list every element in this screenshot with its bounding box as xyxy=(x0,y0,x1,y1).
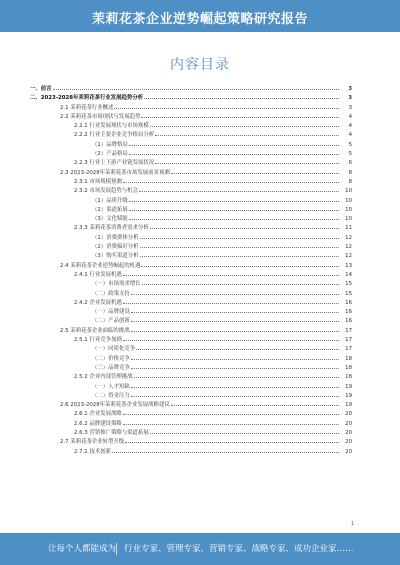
toc-page-number: 11 xyxy=(345,225,352,232)
toc-page-number: 15 xyxy=(345,281,352,288)
toc-leader-dots xyxy=(131,326,339,332)
toc-entry[interactable] xyxy=(30,316,352,325)
toc-entry-text: 2.2.3 行业上下游产业链发展状况 xyxy=(74,160,155,167)
toc-entry-text: 2.6 2023-2028年茉莉花茶企业发展战略建议 xyxy=(60,402,170,409)
toc-leader-dots xyxy=(131,391,339,397)
toc-entry[interactable] xyxy=(30,354,352,363)
toc-page-number: 17 xyxy=(345,327,352,334)
toc-leader-dots xyxy=(123,409,339,415)
toc-leader-dots xyxy=(144,93,339,99)
toc-page-number: 3 xyxy=(348,95,352,102)
toc-leader-dots xyxy=(150,121,339,127)
toc-entry[interactable] xyxy=(30,428,352,437)
toc-entry-text: （一）品牌建设 xyxy=(92,309,130,316)
toc-entry-text: 2.5 茉莉花茶企业面临的挑战 xyxy=(60,327,130,334)
toc-entry-text: 2.6.2 品牌建设策略 xyxy=(74,420,122,427)
toc-page-number: 4 xyxy=(348,132,352,139)
toc-entry[interactable] xyxy=(30,130,352,139)
toc-entry-text: 2.2.2 行业主要企业竞争格局分析 xyxy=(74,132,155,139)
toc-entry[interactable] xyxy=(30,289,352,298)
toc-entry-text: 2.1 茉莉花茶行业概述 xyxy=(60,104,114,111)
toc-entry[interactable] xyxy=(30,419,352,428)
toc-page-number: 8 xyxy=(348,169,352,176)
toc-entry-text: （2）消费偏好分析 xyxy=(92,244,139,251)
toc-page-number: 16 xyxy=(345,309,352,316)
toc-leader-dots xyxy=(140,242,339,248)
toc-entry-text: 2.5.1 行业竞争加剧 xyxy=(74,337,122,344)
toc-page-number: 5 xyxy=(348,151,352,158)
toc-leader-dots xyxy=(134,372,339,378)
toc-leader-dots xyxy=(123,270,339,276)
toc-page-number: 4 xyxy=(348,123,352,130)
toc-entry[interactable] xyxy=(30,335,352,344)
toc-page-number: 10 xyxy=(345,206,352,213)
toc-leader-dots xyxy=(171,168,339,174)
toc-entry[interactable] xyxy=(30,307,352,316)
toc-page-number: 12 xyxy=(345,244,352,251)
toc-entry-text: （3）文化赋能 xyxy=(92,216,128,223)
toc-leader-dots xyxy=(141,112,339,118)
toc-entry[interactable] xyxy=(30,84,352,93)
toc-page-number: 15 xyxy=(345,290,352,297)
toc-entry[interactable] xyxy=(30,298,352,307)
toc-entry-text: 2.5.2 企业内部管理挑战 xyxy=(74,374,133,381)
toc-entry[interactable] xyxy=(30,168,352,177)
table-of-contents xyxy=(30,84,352,456)
toc-leader-dots xyxy=(53,84,339,90)
toc-page-number: 16 xyxy=(345,318,352,325)
toc-entry[interactable] xyxy=(30,186,352,195)
toc-leader-dots xyxy=(131,363,339,369)
toc-entry-text: 二、2023-2028年茉莉花茶行业发展趋势分析 xyxy=(30,95,144,102)
toc-page-number: 18 xyxy=(345,364,352,371)
toc-leader-dots xyxy=(123,419,339,425)
toc-entry[interactable] xyxy=(30,196,352,205)
toc-entry[interactable] xyxy=(30,149,352,158)
toc-leader-dots xyxy=(155,158,339,164)
toc-entry-text: （二）产品创新 xyxy=(92,318,130,325)
toc-page-number: 20 xyxy=(345,448,352,455)
toc-leader-dots xyxy=(171,400,339,406)
toc-page-number: 18 xyxy=(345,374,352,381)
toc-entry[interactable] xyxy=(30,409,352,418)
toc-entry[interactable] xyxy=(30,158,352,167)
toc-entry[interactable] xyxy=(30,205,352,214)
toc-page-number: 6 xyxy=(348,160,352,167)
toc-entry-text: 2.2 茉莉花茶市场现状与发展趋势 xyxy=(60,113,141,120)
toc-page-number: 12 xyxy=(345,253,352,260)
toc-page-number: 18 xyxy=(345,355,352,362)
toc-leader-dots xyxy=(140,251,339,257)
toc-entry[interactable] xyxy=(30,242,352,251)
toc-entry-text: （一）同质化竞争 xyxy=(92,346,136,353)
toc-page-number: 14 xyxy=(345,271,352,278)
footer-slogan: 让每个人都能成为 xyxy=(48,544,117,554)
page-footer xyxy=(0,533,400,565)
toc-leader-dots xyxy=(141,261,339,267)
toc-leader-dots xyxy=(129,205,339,211)
toc-entry-text: 2.3.3 茉莉花茶消费者需求分析 xyxy=(74,225,149,232)
toc-entry[interactable] xyxy=(30,372,352,381)
toc-heading: 内容目录 xyxy=(170,57,230,73)
toc-entry-text: 2.3.2 市场发展趋势与机会 xyxy=(74,188,138,195)
toc-entry[interactable] xyxy=(30,279,352,288)
toc-entry[interactable] xyxy=(30,214,352,223)
toc-entry-text: 2.4.2 企业发展机遇 xyxy=(74,299,122,306)
toc-entry[interactable] xyxy=(30,251,352,260)
toc-entry[interactable] xyxy=(30,382,352,391)
page-header xyxy=(0,0,400,32)
toc-entry-text: 2.3 2023-2028年茉莉花茶市场发展前景预测 xyxy=(60,169,170,176)
toc-leader-dots xyxy=(112,447,339,453)
toc-page-number: 19 xyxy=(345,402,352,409)
toc-entry-text: （1）品牌格局 xyxy=(92,141,128,148)
toc-leader-dots xyxy=(125,437,339,443)
toc-entry[interactable] xyxy=(30,233,352,242)
toc-page-number: 12 xyxy=(345,234,352,241)
toc-entry[interactable] xyxy=(30,223,352,232)
toc-leader-dots xyxy=(139,186,339,192)
toc-page-number: 4 xyxy=(348,113,352,120)
toc-entry-text: （1）消费群体分析 xyxy=(92,234,139,241)
toc-entry-text: 2.6.1 企业发展战略 xyxy=(74,411,122,418)
toc-entry-text: （一）市场需求增长 xyxy=(92,281,141,288)
toc-entry-text: （二）价格竞争 xyxy=(92,355,130,362)
toc-entry-text: 2.4.1 行业发展机遇 xyxy=(74,271,122,278)
toc-page-number: 10 xyxy=(345,188,352,195)
toc-leader-dots xyxy=(129,140,339,146)
toc-entry-text: 2.7.1 技术创新 xyxy=(74,448,111,455)
toc-page-number: 16 xyxy=(345,299,352,306)
toc-entry-text: （一）人才短缺 xyxy=(92,383,130,390)
toc-entry[interactable] xyxy=(30,140,352,149)
toc-entry-text: （1）品质升级 xyxy=(92,197,128,204)
toc-entry[interactable] xyxy=(30,261,352,270)
toc-leader-dots xyxy=(123,298,339,304)
toc-page-number: 20 xyxy=(345,411,352,418)
toc-entry[interactable] xyxy=(30,270,352,279)
footer-experts: 行业专家、管理专家、营销专家、战略专家、成功企业家…… xyxy=(124,544,354,554)
toc-entry-text: （二）政策支持 xyxy=(92,290,130,297)
footer-divider xyxy=(116,543,117,555)
toc-page-number: 3 xyxy=(348,104,352,111)
toc-leader-dots xyxy=(129,149,339,155)
toc-page-number: 10 xyxy=(345,197,352,204)
toc-leader-dots xyxy=(131,354,339,360)
toc-entry[interactable] xyxy=(30,363,352,372)
toc-entry[interactable] xyxy=(30,437,352,446)
toc-entry-text: （二）资金压力 xyxy=(92,392,130,399)
toc-leader-dots xyxy=(114,103,339,109)
toc-entry[interactable] xyxy=(30,344,352,353)
toc-page-number: 20 xyxy=(345,429,352,436)
toc-entry-text: （三）品牌竞争 xyxy=(92,364,130,371)
toc-entry-text: 2.4 茉莉花茶企业逆势崛起的机遇 xyxy=(60,262,141,269)
toc-page-number: 20 xyxy=(345,439,352,446)
toc-page-number: 20 xyxy=(345,420,352,427)
toc-entry-text: （2）渠道拓展 xyxy=(92,206,128,213)
toc-entry[interactable] xyxy=(30,103,352,112)
toc-entry-text: 2.7 茉莉花茶企业转型升级 xyxy=(60,439,125,446)
report-title: 茉莉花茶企业逆势崛起策略研究报告 xyxy=(91,12,308,27)
toc-leader-dots xyxy=(150,223,339,229)
toc-entry-text: 2.2.1 行业发展现状与市场规模 xyxy=(74,123,149,130)
toc-leader-dots xyxy=(123,335,339,341)
toc-entry-text: 2.3.1 市场规模预测 xyxy=(74,178,122,185)
toc-page-number: 8 xyxy=(348,178,352,185)
toc-entry[interactable] xyxy=(30,326,352,335)
toc-leader-dots xyxy=(140,233,339,239)
toc-page-number: 19 xyxy=(345,383,352,390)
toc-page-number: 17 xyxy=(345,346,352,353)
toc-page-number: 3 xyxy=(348,86,352,92)
toc-entry[interactable] xyxy=(30,112,352,121)
toc-leader-dots xyxy=(131,316,339,322)
toc-entry[interactable] xyxy=(30,391,352,400)
toc-leader-dots xyxy=(155,130,339,136)
toc-leader-dots xyxy=(123,177,339,183)
toc-entry[interactable] xyxy=(30,400,352,409)
toc-leader-dots xyxy=(129,196,339,202)
toc-entry-text: 2.6.3 营销推广策略与渠道拓展 xyxy=(74,429,149,436)
toc-entry[interactable] xyxy=(30,177,352,186)
toc-page-number: 17 xyxy=(345,337,352,344)
toc-entry-text: （3）购买渠道分析 xyxy=(92,253,139,260)
toc-entry[interactable] xyxy=(30,447,352,456)
toc-leader-dots xyxy=(129,214,339,220)
toc-leader-dots xyxy=(142,279,339,285)
toc-leader-dots xyxy=(136,344,339,350)
toc-page-number: 13 xyxy=(345,262,352,269)
toc-entry-text: （2）产品格局 xyxy=(92,151,128,158)
toc-leader-dots xyxy=(131,289,339,295)
toc-page-number: 5 xyxy=(348,141,352,148)
toc-leader-dots xyxy=(150,428,339,434)
toc-page-number: 10 xyxy=(345,216,352,223)
page-number: 1 xyxy=(350,521,354,527)
toc-entry[interactable] xyxy=(30,121,352,130)
toc-entry[interactable] xyxy=(30,93,352,102)
toc-leader-dots xyxy=(131,382,339,388)
toc-page-number: 19 xyxy=(345,392,352,399)
toc-entry-text: 一、前言 xyxy=(30,86,52,92)
toc-leader-dots xyxy=(131,307,339,313)
